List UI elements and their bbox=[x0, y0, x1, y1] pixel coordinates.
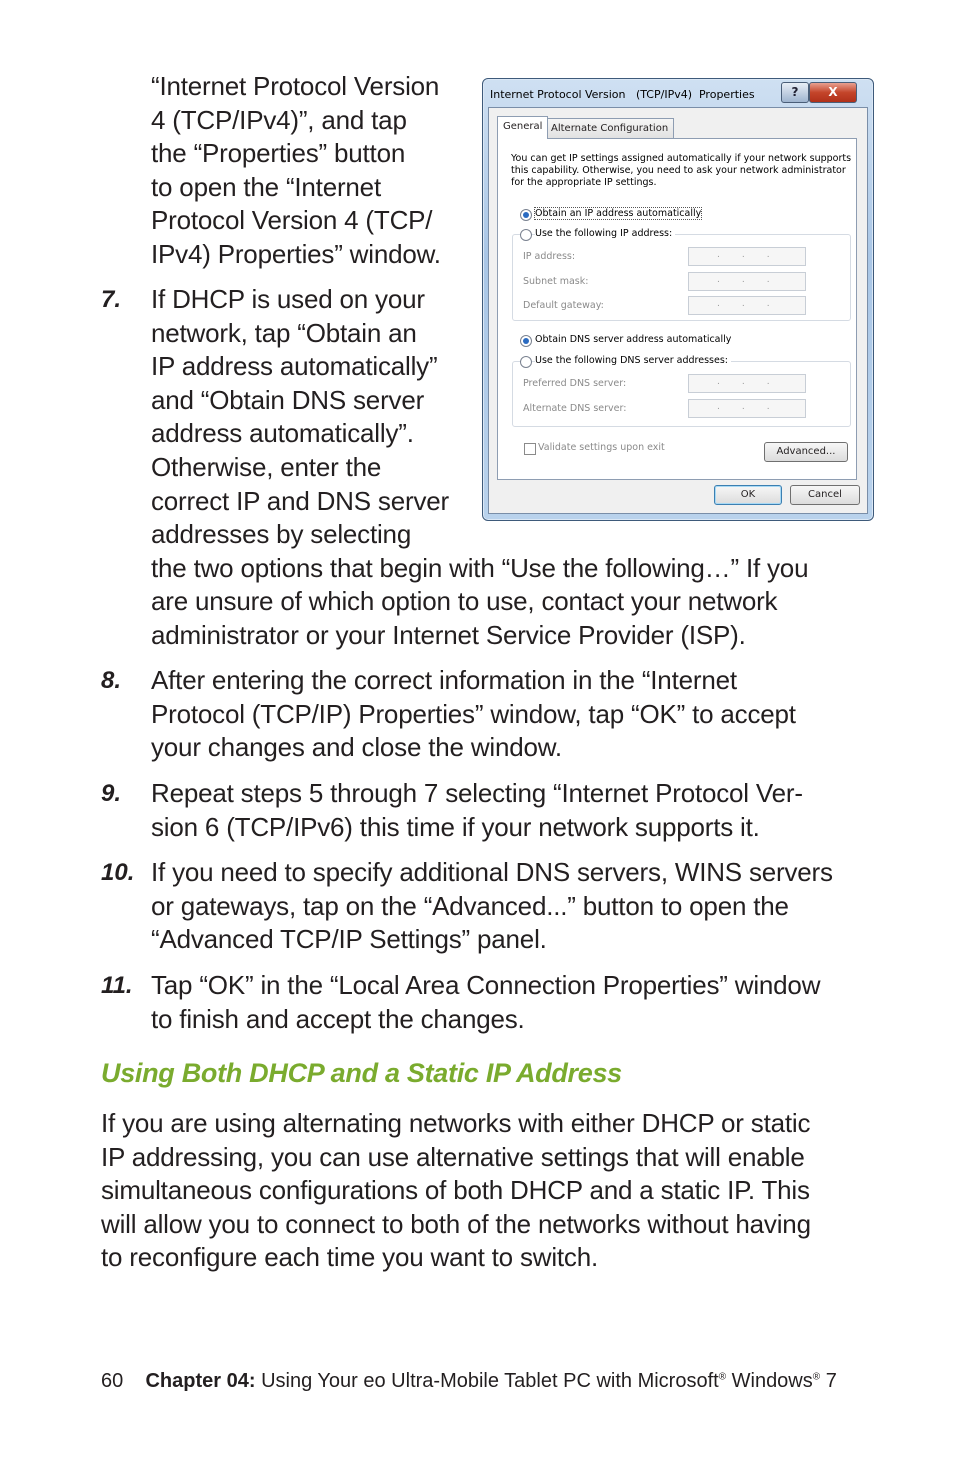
step-line: are unsure of which option to use, contact your network bbox=[151, 586, 778, 617]
default-gateway-input[interactable]: ... bbox=[688, 296, 806, 315]
paragraph-line: to reconfigure each time you want to switch. bbox=[101, 1242, 599, 1273]
dialog-title: Internet Protocol Version (TCP/IPv4) Properties bbox=[490, 88, 755, 101]
obtain-dns-label[interactable]: Obtain DNS server address automatically bbox=[535, 334, 732, 345]
step-line: or gateways, tap on the “Advanced...” button to open the bbox=[151, 890, 789, 921]
step-number: 8. bbox=[101, 667, 122, 694]
preferred-dns-input[interactable]: ... bbox=[688, 374, 806, 393]
step-line: “Advanced TCP/IP Settings” panel. bbox=[151, 924, 547, 955]
section-heading: Using Both DHCP and a Static IP Address bbox=[101, 1058, 622, 1088]
paragraph-line: will allow you to connect to both of the networks without having bbox=[101, 1208, 811, 1239]
preferred-dns-label: Preferred DNS server: bbox=[523, 378, 627, 389]
intro-line: “Internet Protocol Version bbox=[151, 71, 440, 101]
subnet-mask-input[interactable]: ... bbox=[688, 272, 806, 291]
ok-button[interactable]: OK bbox=[714, 485, 782, 505]
obtain-ip-label[interactable]: Obtain an IP address automatically bbox=[535, 208, 702, 219]
tab-alternate-configuration[interactable]: Alternate Configuration bbox=[545, 118, 674, 140]
step-line: addresses by selecting bbox=[151, 519, 412, 550]
use-ip-label[interactable]: Use the following IP address: bbox=[535, 228, 675, 239]
alternate-dns-label: Alternate DNS server: bbox=[523, 403, 627, 414]
step-line: IP address automatically” bbox=[151, 351, 438, 382]
step-line: correct IP and DNS server bbox=[151, 485, 449, 516]
step-line: sion 6 (TCP/IPv6) this time if your network supports it. bbox=[151, 811, 760, 842]
validate-checkbox[interactable] bbox=[524, 443, 536, 455]
paragraph-line: simultaneous configurations of both DHCP and a static IP. This bbox=[101, 1175, 810, 1206]
dialog-body bbox=[488, 107, 868, 514]
page-number: 60 bbox=[101, 1370, 124, 1392]
intro-line: IPv4) Properties” window. bbox=[151, 238, 441, 269]
intro-line: 4 (TCP/IPv4)”, and tap bbox=[151, 104, 407, 135]
ip-address-input[interactable]: ... bbox=[688, 247, 806, 266]
description-line: this capability. Otherwise, you need to ask your network administrator bbox=[511, 165, 846, 176]
intro-line: Protocol Version 4 (TCP/ bbox=[151, 205, 433, 236]
step-number: 11. bbox=[101, 972, 133, 999]
intro-line: to open the “Internet bbox=[151, 171, 381, 202]
page-footer bbox=[101, 1370, 837, 1393]
chapter-title: Using Your eo Ultra-Mobile Tablet PC with Microsoft bbox=[261, 1370, 719, 1392]
close-button[interactable]: X bbox=[809, 82, 857, 103]
step-number: 10. bbox=[101, 859, 135, 886]
validate-label: Validate settings upon exit bbox=[538, 442, 665, 453]
advanced-button[interactable]: Advanced... bbox=[764, 442, 848, 462]
step-8-text bbox=[151, 664, 796, 765]
default-gateway-label: Default gateway: bbox=[523, 300, 604, 311]
subnet-mask-label: Subnet mask: bbox=[523, 276, 589, 287]
alternate-dns-input[interactable]: ... bbox=[688, 399, 806, 418]
description-line: for the appropriate IP settings. bbox=[511, 177, 657, 188]
registered-mark: ® bbox=[718, 1371, 727, 1383]
step-line: your changes and close the window. bbox=[151, 732, 562, 763]
tcpip-properties-dialog bbox=[482, 78, 874, 521]
help-button[interactable]: ? bbox=[781, 82, 809, 103]
step-number: 9. bbox=[101, 780, 122, 807]
paragraph-line: If you are using alternating networks with either DHCP or static bbox=[101, 1108, 811, 1138]
obtain-ip-radio[interactable] bbox=[520, 209, 532, 221]
step-line: Protocol (TCP/IP) Properties” window, tap “OK” to accept bbox=[151, 698, 796, 729]
step-line: Tap “OK” in the “Local Area Connection Properties” window bbox=[151, 970, 821, 1000]
step-line: network, tap “Obtain an bbox=[151, 317, 417, 348]
chapter-title-c: 7 bbox=[820, 1370, 837, 1392]
step-line: to finish and accept the changes. bbox=[151, 1003, 525, 1034]
step-10-text bbox=[151, 856, 833, 957]
chapter-label: Chapter 04: bbox=[145, 1370, 256, 1392]
use-ip-radio[interactable] bbox=[520, 229, 532, 241]
registered-mark: ® bbox=[812, 1371, 821, 1383]
step-line: Otherwise, enter the bbox=[151, 451, 382, 482]
step-line: Repeat steps 5 through 7 selecting “Internet Protocol Ver- bbox=[151, 778, 803, 808]
step-line: the two options that begin with “Use the following…” If you bbox=[151, 552, 809, 583]
step-line: If you need to specify additional DNS servers, WINS servers bbox=[151, 857, 833, 887]
step-11-text bbox=[151, 969, 820, 1036]
chapter-title-b: Windows bbox=[726, 1370, 813, 1392]
intro-line: the “Properties” button bbox=[151, 138, 406, 169]
step-line: address automatically”. bbox=[151, 418, 414, 449]
step-9-text bbox=[151, 777, 803, 844]
use-dns-radio[interactable] bbox=[520, 356, 532, 368]
general-tab-page bbox=[497, 138, 857, 480]
step-line: After entering the correct information in the “Internet bbox=[151, 665, 737, 695]
use-dns-label[interactable]: Use the following DNS server addresses: bbox=[535, 355, 731, 366]
step-number: 7. bbox=[101, 286, 122, 313]
section-paragraph bbox=[101, 1107, 811, 1275]
ip-address-label: IP address: bbox=[523, 251, 576, 262]
intro-paragraph bbox=[151, 70, 441, 272]
step-line: If DHCP is used on your bbox=[151, 284, 425, 314]
step-line: administrator or your Internet Service Provider (ISP). bbox=[151, 619, 746, 650]
tab-general[interactable]: General bbox=[497, 116, 548, 139]
description-line: You can get IP settings assigned automatically if your network supports bbox=[511, 153, 852, 164]
cancel-button[interactable]: Cancel bbox=[790, 485, 860, 505]
obtain-dns-radio[interactable] bbox=[520, 335, 532, 347]
paragraph-line: IP addressing, you can use alternative settings that will enable bbox=[101, 1141, 805, 1172]
step-line: and “Obtain DNS server bbox=[151, 384, 425, 415]
